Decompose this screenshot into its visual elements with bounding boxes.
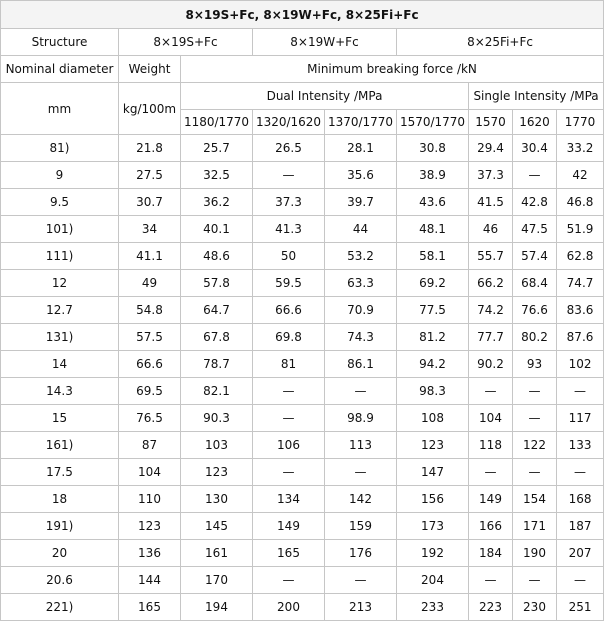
table-row	[1, 162, 604, 189]
force-cell: 39.7	[325, 189, 397, 216]
force-cell: 74.3	[325, 324, 397, 351]
grade-column-header: 1180/1770	[181, 110, 253, 135]
force-cell: 26.5	[253, 135, 325, 162]
table-row	[1, 297, 604, 324]
force-cell: —	[469, 567, 513, 594]
force-cell: —	[513, 567, 557, 594]
force-cell: 147	[397, 459, 469, 486]
force-cell: 67.8	[181, 324, 253, 351]
diameter-cell: 9	[1, 162, 119, 189]
force-cell: 190	[513, 540, 557, 567]
force-cell: 171	[513, 513, 557, 540]
table-row	[1, 567, 604, 594]
force-cell: 66.6	[253, 297, 325, 324]
structure-8x25fi: 8×25Fi+Fc	[397, 29, 604, 56]
weight-cell: 49	[119, 270, 181, 297]
force-cell: 62.8	[557, 243, 604, 270]
diameter-cell: 81)	[1, 135, 119, 162]
min-breaking-force-header: Minimum breaking force /kN	[181, 56, 604, 83]
force-cell: 87.6	[557, 324, 604, 351]
force-cell: 166	[469, 513, 513, 540]
table-row	[1, 189, 604, 216]
force-cell: 123	[397, 432, 469, 459]
weight-cell: 21.8	[119, 135, 181, 162]
diameter-cell: 15	[1, 405, 119, 432]
grade-column-header: 1570/1770	[397, 110, 469, 135]
force-cell: 170	[181, 567, 253, 594]
force-cell: 43.6	[397, 189, 469, 216]
force-cell: 123	[181, 459, 253, 486]
force-cell: 55.7	[469, 243, 513, 270]
force-cell: 230	[513, 594, 557, 621]
force-cell: 30.8	[397, 135, 469, 162]
weight-cell: 66.6	[119, 351, 181, 378]
force-cell: 130	[181, 486, 253, 513]
force-cell: 154	[513, 486, 557, 513]
force-cell: 93	[513, 351, 557, 378]
force-cell: 106	[253, 432, 325, 459]
force-cell: —	[469, 459, 513, 486]
force-cell: 213	[325, 594, 397, 621]
weight-cell: 34	[119, 216, 181, 243]
table-row	[1, 378, 604, 405]
force-cell: —	[513, 405, 557, 432]
diameter-cell: 12	[1, 270, 119, 297]
table-row	[1, 216, 604, 243]
weight-cell: 57.5	[119, 324, 181, 351]
force-cell: 48.6	[181, 243, 253, 270]
force-cell: 42.8	[513, 189, 557, 216]
force-cell: 77.7	[469, 324, 513, 351]
grade-column-header: 1320/1620	[253, 110, 325, 135]
force-cell: —	[253, 567, 325, 594]
force-cell: 200	[253, 594, 325, 621]
grade-column-header: 1370/1770	[325, 110, 397, 135]
force-cell: 102	[557, 351, 604, 378]
table-row	[1, 405, 604, 432]
force-cell: 33.2	[557, 135, 604, 162]
force-cell: 142	[325, 486, 397, 513]
force-cell: 36.2	[181, 189, 253, 216]
force-cell: 46	[469, 216, 513, 243]
force-cell: 194	[181, 594, 253, 621]
force-cell: 57.4	[513, 243, 557, 270]
diameter-cell: 101)	[1, 216, 119, 243]
force-cell: 64.7	[181, 297, 253, 324]
force-cell: 74.7	[557, 270, 604, 297]
diameter-cell: 161)	[1, 432, 119, 459]
force-cell: 50	[253, 243, 325, 270]
force-cell: 90.2	[469, 351, 513, 378]
force-cell: —	[513, 378, 557, 405]
force-cell: 68.4	[513, 270, 557, 297]
force-cell: —	[325, 378, 397, 405]
force-cell: 184	[469, 540, 513, 567]
force-cell: 58.1	[397, 243, 469, 270]
force-cell: 47.5	[513, 216, 557, 243]
force-cell: 117	[557, 405, 604, 432]
table-title: 8×19S+Fc, 8×19W+Fc, 8×25Fi+Fc	[1, 1, 604, 29]
weight-cell: 30.7	[119, 189, 181, 216]
force-cell: 25.7	[181, 135, 253, 162]
force-cell: 134	[253, 486, 325, 513]
force-cell: 69.8	[253, 324, 325, 351]
table-row	[1, 486, 604, 513]
force-cell: 77.5	[397, 297, 469, 324]
diameter-cell: 9.5	[1, 189, 119, 216]
force-cell: 233	[397, 594, 469, 621]
force-cell: 133	[557, 432, 604, 459]
nominal-diameter-header: Nominal diameter	[1, 56, 119, 83]
weight-cell: 41.1	[119, 243, 181, 270]
force-cell: 41.3	[253, 216, 325, 243]
table-row	[1, 540, 604, 567]
table-row	[1, 243, 604, 270]
weight-cell: 54.8	[119, 297, 181, 324]
force-cell: 81.2	[397, 324, 469, 351]
force-cell: 28.1	[325, 135, 397, 162]
diameter-cell: 111)	[1, 243, 119, 270]
force-cell: 104	[469, 405, 513, 432]
weight-cell: 87	[119, 432, 181, 459]
structure-8x19s: 8×19S+Fc	[119, 29, 253, 56]
table-row	[1, 594, 604, 621]
unit-kg-per-100m: kg/100m	[119, 83, 181, 135]
force-cell: 204	[397, 567, 469, 594]
table-row	[1, 513, 604, 540]
diameter-cell: 18	[1, 486, 119, 513]
force-cell: 168	[557, 486, 604, 513]
diameter-cell: 131)	[1, 324, 119, 351]
weight-cell: 123	[119, 513, 181, 540]
force-cell: —	[557, 378, 604, 405]
force-cell: —	[513, 459, 557, 486]
force-cell: 207	[557, 540, 604, 567]
force-cell: 108	[397, 405, 469, 432]
force-cell: 103	[181, 432, 253, 459]
force-cell: 66.2	[469, 270, 513, 297]
diameter-cell: 14	[1, 351, 119, 378]
force-cell: 113	[325, 432, 397, 459]
weight-cell: 110	[119, 486, 181, 513]
grade-column-header: 1770	[557, 110, 604, 135]
weight-cell: 144	[119, 567, 181, 594]
table-row	[1, 459, 604, 486]
force-cell: 156	[397, 486, 469, 513]
force-cell: 176	[325, 540, 397, 567]
diameter-cell: 14.3	[1, 378, 119, 405]
grade-column-header: 1570	[469, 110, 513, 135]
force-cell: 35.6	[325, 162, 397, 189]
force-cell: 90.3	[181, 405, 253, 432]
table-row	[1, 324, 604, 351]
force-cell: 94.2	[397, 351, 469, 378]
force-cell: —	[325, 459, 397, 486]
weight-cell: 165	[119, 594, 181, 621]
force-cell: 59.5	[253, 270, 325, 297]
force-cell: 83.6	[557, 297, 604, 324]
force-cell: 46.8	[557, 189, 604, 216]
force-cell: 81	[253, 351, 325, 378]
force-cell: —	[253, 378, 325, 405]
force-cell: 38.9	[397, 162, 469, 189]
force-cell: 37.3	[253, 189, 325, 216]
dual-intensity-header: Dual Intensity /MPa	[181, 83, 469, 110]
force-cell: 223	[469, 594, 513, 621]
force-cell: —	[469, 378, 513, 405]
force-cell: 32.5	[181, 162, 253, 189]
weight-cell: 27.5	[119, 162, 181, 189]
force-cell: 42	[557, 162, 604, 189]
force-cell: 251	[557, 594, 604, 621]
force-cell: 98.3	[397, 378, 469, 405]
force-cell: 40.1	[181, 216, 253, 243]
table-row	[1, 432, 604, 459]
force-cell: 57.8	[181, 270, 253, 297]
force-cell: 44	[325, 216, 397, 243]
force-cell: 149	[253, 513, 325, 540]
force-cell: 63.3	[325, 270, 397, 297]
table-body	[1, 135, 604, 621]
force-cell: 41.5	[469, 189, 513, 216]
force-cell: 30.4	[513, 135, 557, 162]
table-row	[1, 270, 604, 297]
force-cell: 98.9	[325, 405, 397, 432]
force-cell: 74.2	[469, 297, 513, 324]
force-cell: —	[253, 459, 325, 486]
diameter-cell: 12.7	[1, 297, 119, 324]
force-cell: —	[325, 567, 397, 594]
force-cell: 48.1	[397, 216, 469, 243]
unit-mm: mm	[1, 83, 119, 135]
force-cell: 187	[557, 513, 604, 540]
structure-header: Structure	[1, 29, 119, 56]
force-cell: 51.9	[557, 216, 604, 243]
force-cell: 165	[253, 540, 325, 567]
table-row	[1, 135, 604, 162]
force-cell: —	[253, 162, 325, 189]
structure-8x19w: 8×19W+Fc	[253, 29, 397, 56]
force-cell: 37.3	[469, 162, 513, 189]
force-cell: 145	[181, 513, 253, 540]
force-cell: —	[513, 162, 557, 189]
diameter-cell: 17.5	[1, 459, 119, 486]
weight-cell: 136	[119, 540, 181, 567]
force-cell: 76.6	[513, 297, 557, 324]
table-row	[1, 351, 604, 378]
force-cell: 86.1	[325, 351, 397, 378]
force-cell: 29.4	[469, 135, 513, 162]
weight-header: Weight	[119, 56, 181, 83]
force-cell: 70.9	[325, 297, 397, 324]
force-cell: 53.2	[325, 243, 397, 270]
force-cell: 122	[513, 432, 557, 459]
force-cell: 173	[397, 513, 469, 540]
weight-cell: 76.5	[119, 405, 181, 432]
force-cell: 80.2	[513, 324, 557, 351]
force-cell: 161	[181, 540, 253, 567]
force-cell: 82.1	[181, 378, 253, 405]
diameter-cell: 20.6	[1, 567, 119, 594]
force-cell: 149	[469, 486, 513, 513]
diameter-cell: 221)	[1, 594, 119, 621]
force-cell: 192	[397, 540, 469, 567]
weight-cell: 69.5	[119, 378, 181, 405]
force-cell: —	[253, 405, 325, 432]
force-cell: 78.7	[181, 351, 253, 378]
grade-column-header: 1620	[513, 110, 557, 135]
force-cell: —	[557, 459, 604, 486]
diameter-cell: 191)	[1, 513, 119, 540]
force-cell: 159	[325, 513, 397, 540]
diameter-cell: 20	[1, 540, 119, 567]
force-cell: —	[557, 567, 604, 594]
weight-cell: 104	[119, 459, 181, 486]
force-cell: 118	[469, 432, 513, 459]
force-cell: 69.2	[397, 270, 469, 297]
single-intensity-header: Single Intensity /MPa	[469, 83, 604, 110]
